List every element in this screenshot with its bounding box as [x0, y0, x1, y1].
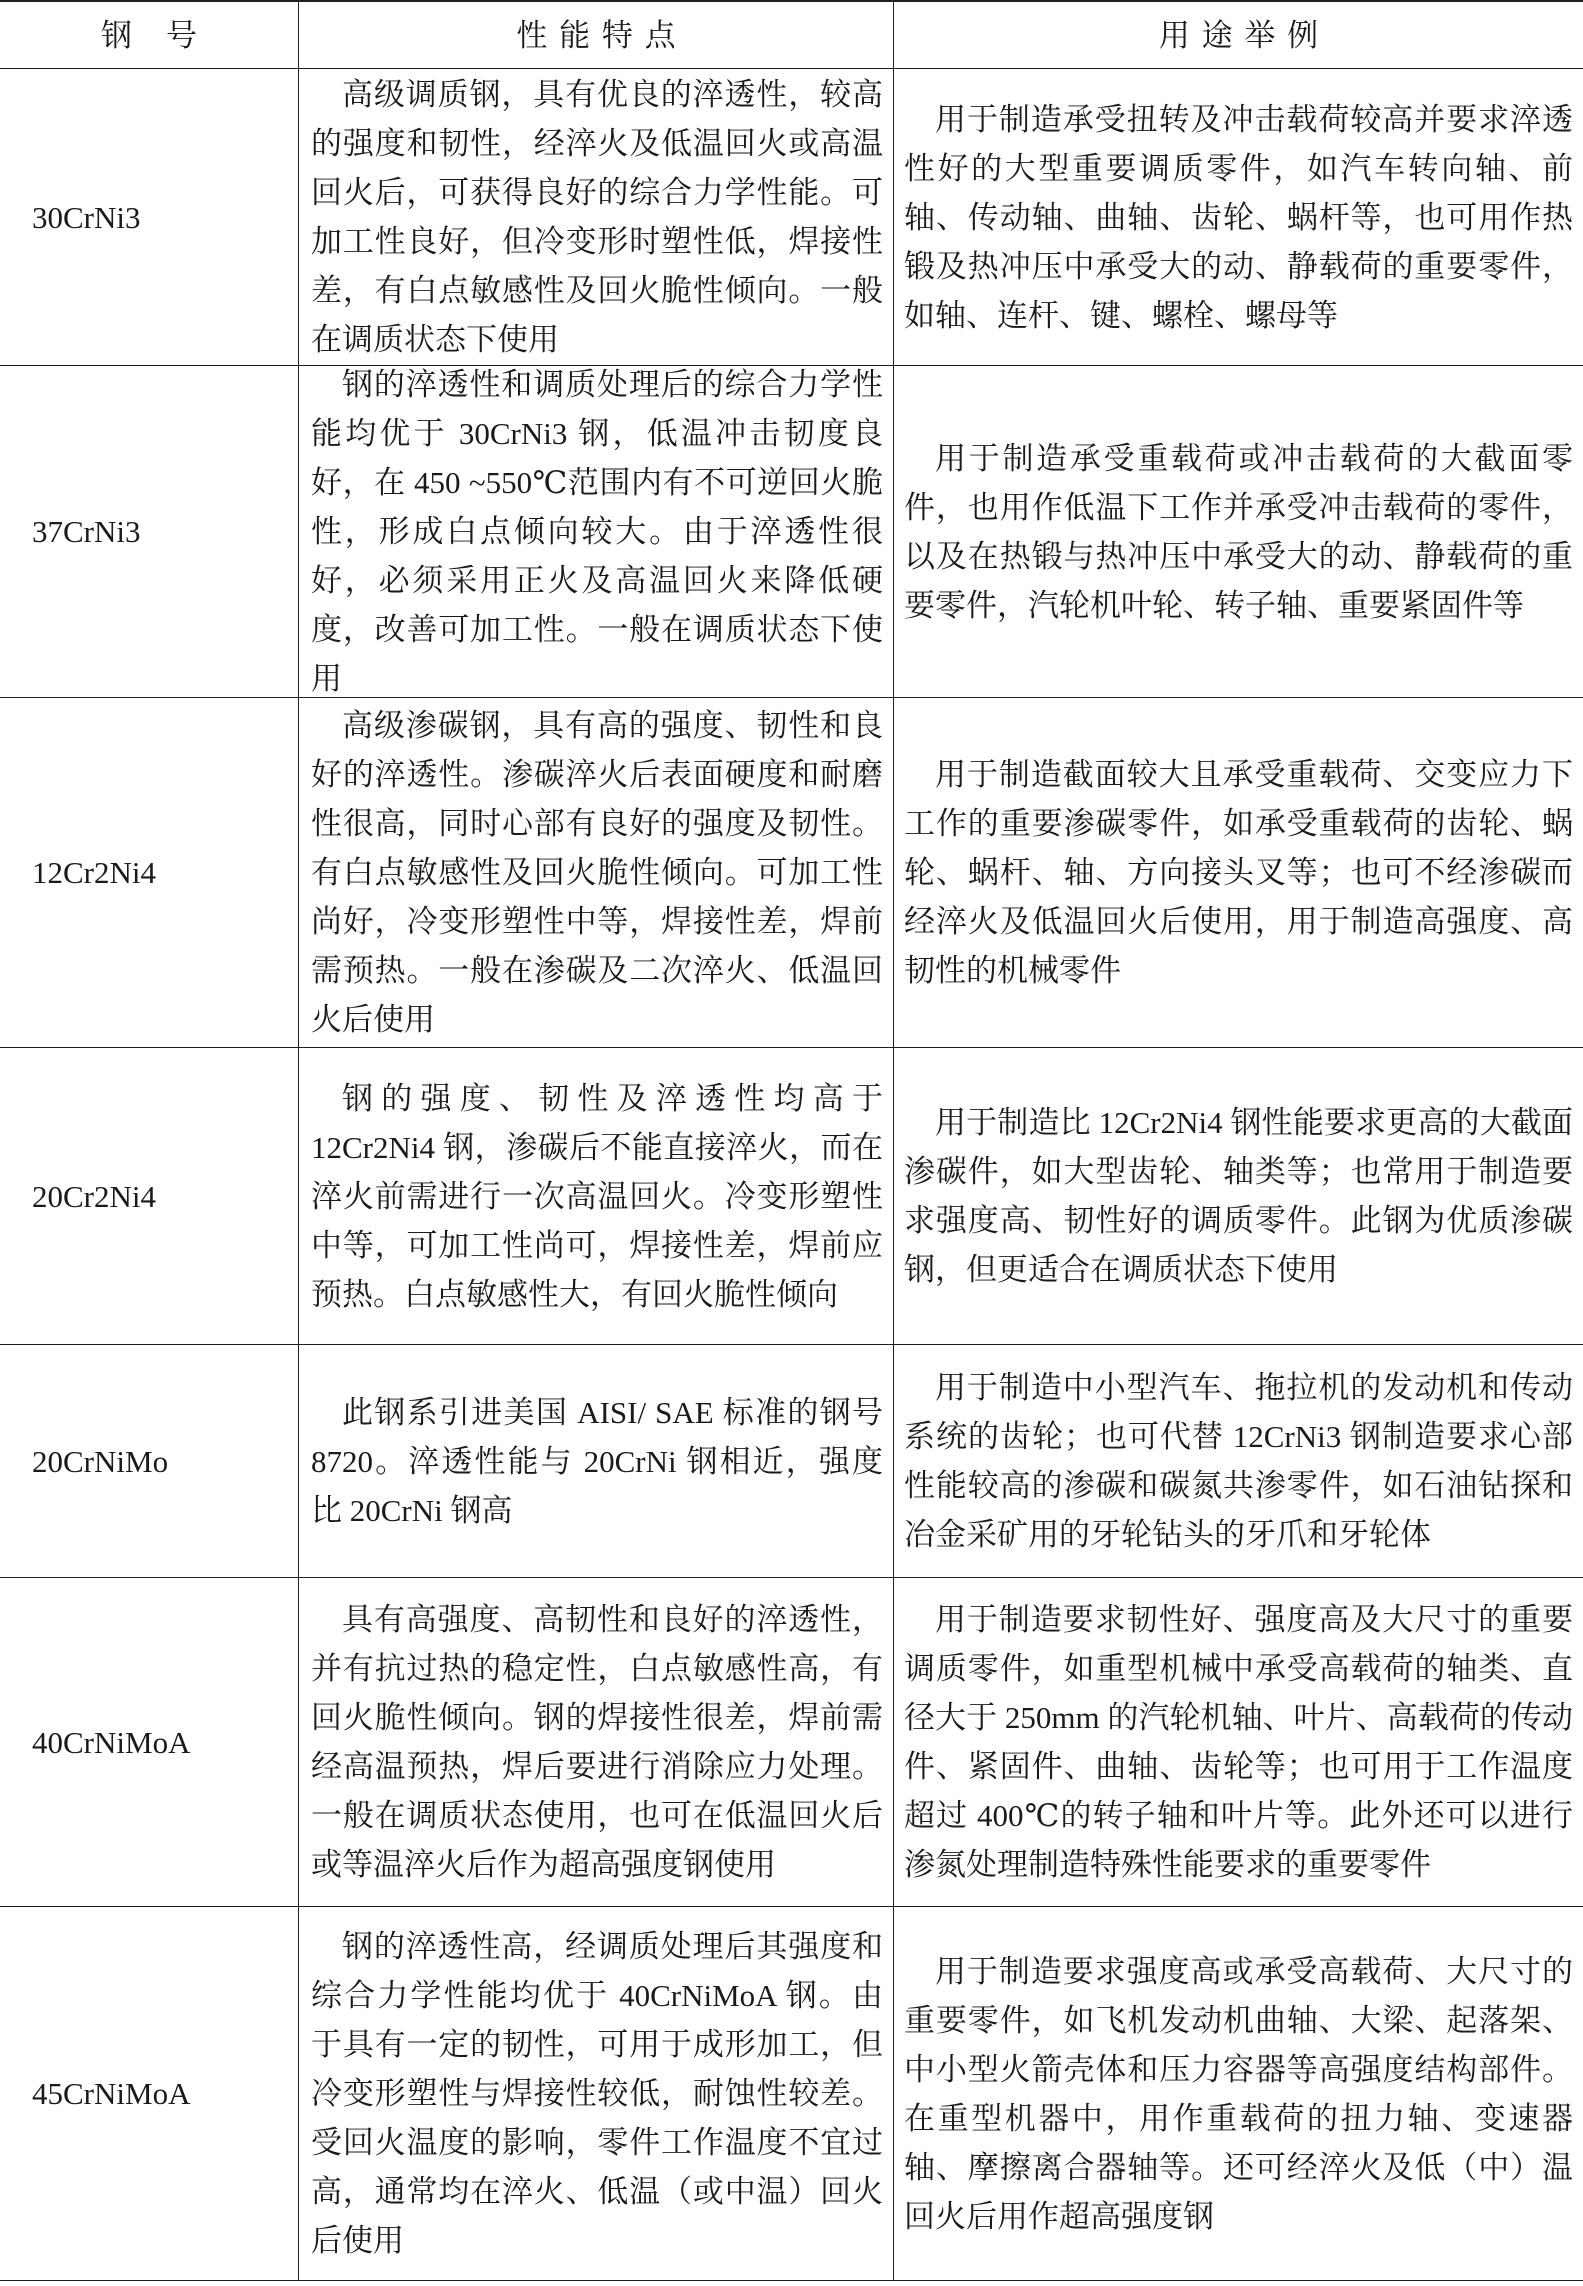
applications-text: 用于制造比 12Cr2Ni4 钢性能要求更高的大截面渗碳件，如大型齿轮、轴类等；也常用于制造要求强度高、韧性好的调质零件。此钢为优质渗碳钢，但更适合在调质状态下使用 [904, 1105, 1573, 1287]
properties-text: 此钢系引进美国 AISI/ SAE 标准的钢号 8720。淬透性能与 20CrNi 钢相近，强度比 20CrNi 钢高 [311, 1394, 883, 1528]
applications-cell [894, 1048, 1583, 1345]
applications-cell [894, 1578, 1583, 1907]
header-grade-cell [0, 2, 299, 69]
properties-cell [299, 1578, 894, 1907]
properties-cell [299, 1345, 894, 1578]
applications-text: 用于制造承受扭转及冲击载荷较高并要求淬透性好的大型重要调质零件，如汽车转向轴、前轴、传动轴、曲轴、齿轮、蜗杆等，也可用作热锻及热冲压中承受大的动、静载荷的重要零件，如轴、连杆、键、螺栓、螺母等 [904, 101, 1573, 333]
properties-cell [299, 69, 894, 366]
header-properties-label: 性能特点 [516, 17, 688, 53]
header-applications-label: 用途举例 [1158, 17, 1330, 53]
applications-cell [894, 1907, 1583, 2281]
properties-cell [299, 698, 894, 1048]
properties-text: 钢的淬透性和调质处理后的综合力学性能均优于 30CrNi3 钢，低温冲击韧度良好，在 450 ~550℃范围内有不可逆回火脆性，形成白点倾向较大。由于淬透性很好，必须采用正火及高温回火来降低硬度，改善可加工性。一般在调质状态下使用 [311, 367, 883, 696]
applications-text: 用于制造要求强度高或承受高载荷、大尺寸的重要零件，如飞机发动机曲轴、大梁、起落架、中小型火箭壳体和压力容器等高强度结构部件。在重型机器中，用作重载荷的扭力轴、变速器轴、摩擦离合器轴等。还可经淬火及低（中）温回火后用作超高强度钢 [904, 1953, 1573, 2234]
applications-text: 用于制造要求韧性好、强度高及大尺寸的重要调质零件，如重型机械中承受高载荷的轴类、直径大于 250mm 的汽轮机轴、叶片、高载荷的传动件、紧固件、曲轴、齿轮等；也可用于工作温度超过 400℃的转子轴和叶片等。此外还可以进行渗氮处理制造特殊性能要求的重要零件 [904, 1602, 1573, 1882]
grade-cell: 20CrNiMo [0, 1345, 299, 1578]
properties-text: 高级渗碳钢，具有高的强度、韧性和良好的淬透性。渗碳淬火后表面硬度和耐磨性很高，同时心部有良好的强度及韧性。有白点敏感性及回火脆性倾向。可加工性尚好，冷变形塑性中等，焊接性差，焊前需预热。一般在渗碳及二次淬火、低温回火后使用 [311, 708, 883, 1037]
grade-cell: 45CrNiMoA [0, 1907, 299, 2281]
header-properties-cell [299, 2, 894, 69]
header-grade-label: 钢号 [100, 17, 232, 53]
properties-cell [299, 1048, 894, 1345]
header-applications-cell [894, 2, 1583, 69]
applications-text: 用于制造承受重载荷或冲击载荷的大截面零件，也用作低温下工作并承受冲击载荷的零件，以及在热锻与热冲压中承受大的动、静载荷的重要零件，汽轮机叶轮、转子轴、重要紧固件等 [904, 440, 1573, 623]
applications-cell [894, 69, 1583, 366]
properties-text: 钢的淬透性高，经调质处理后其强度和综合力学性能均优于 40CrNiMoA 钢。由于具有一定的韧性，可用于成形加工，但冷变形塑性与焊接性较低，耐蚀性较差。受回火温度的影响，零件工作温度不宜过高，通常均在淬火、低温（或中温）回火后使用 [311, 1929, 883, 2258]
properties-text: 高级调质钢，具有优良的淬透性，较高的强度和韧性，经淬火及低温回火或高温回火后，可获得良好的综合力学性能。可加工性良好，但冷变形时塑性低，焊接性差，有白点敏感性及回火脆性倾向。一般在调质状态下使用 [311, 77, 883, 357]
applications-cell [894, 698, 1583, 1048]
applications-text: 用于制造中小型汽车、拖拉机的发动机和传动系统的齿轮；也可代替 12CrNi3 钢制造要求心部性能较高的渗碳和碳氮共渗零件，如石油钻探和冶金采矿用的牙轮钻头的牙爪和牙轮体 [904, 1370, 1573, 1552]
grade-cell: 40CrNiMoA [0, 1578, 299, 1907]
properties-text: 钢的强度、韧性及淬透性均高于 12Cr2Ni4 钢，渗碳后不能直接淬火，而在淬火前需进行一次高温回火。冷变形塑性中等，可加工性尚可，焊接性差，焊前应预热。白点敏感性大，有回火脆性倾向 [311, 1080, 883, 1312]
grade-cell: 12Cr2Ni4 [0, 698, 299, 1048]
properties-cell [299, 1907, 894, 2281]
properties-cell [299, 366, 894, 698]
grade-cell: 37CrNi3 [0, 366, 299, 698]
properties-text: 具有高强度、高韧性和良好的淬透性，并有抗过热的稳定性，白点敏感性高，有回火脆性倾向。钢的焊接性很差，焊前需经高温预热，焊后要进行消除应力处理。一般在调质状态使用，也可在低温回火后或等温淬火后作为超高强度钢使用 [311, 1602, 883, 1882]
applications-cell [894, 366, 1583, 698]
grade-cell: 30CrNi3 [0, 69, 299, 366]
grade-cell: 20Cr2Ni4 [0, 1048, 299, 1345]
applications-text: 用于制造截面较大且承受重载荷、交变应力下工作的重要渗碳零件，如承受重载荷的齿轮、蜗轮、蜗杆、轴、方向接头叉等；也可不经渗碳而经淬火及低温回火后使用，用于制造高强度、高韧性的机械零件 [904, 757, 1573, 988]
applications-cell [894, 1345, 1583, 1578]
